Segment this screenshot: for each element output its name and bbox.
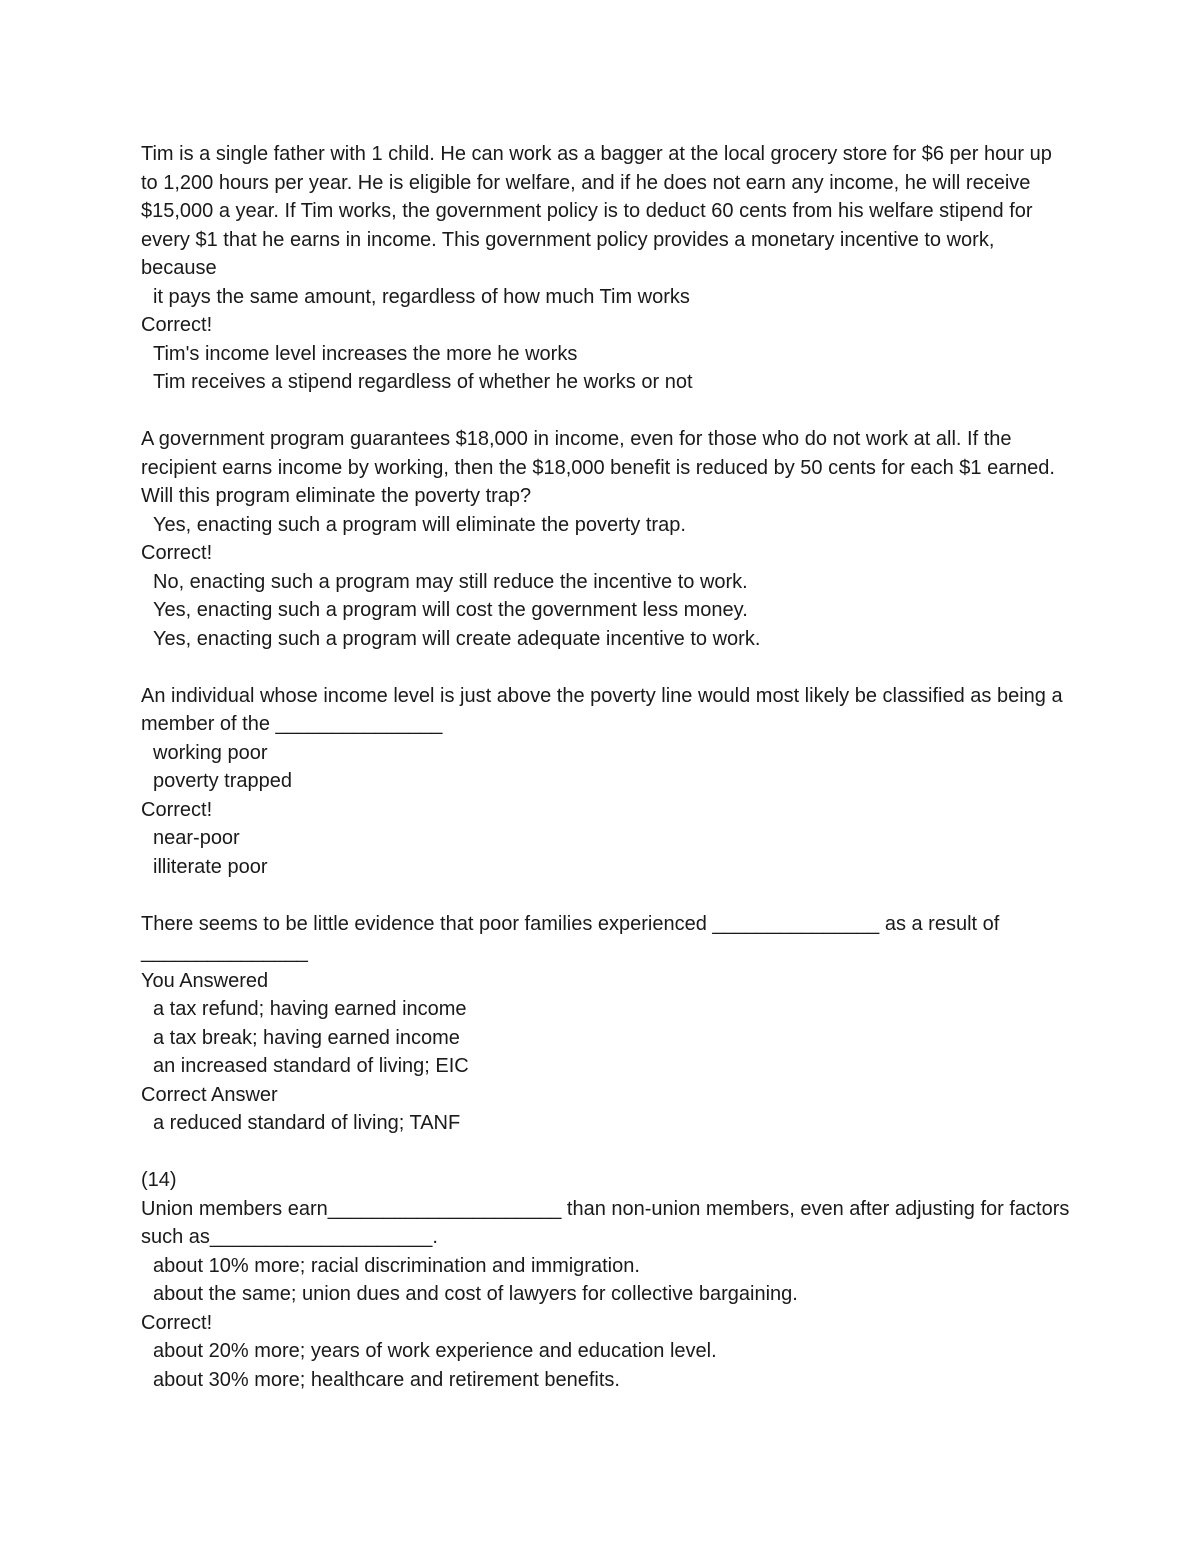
answer-option: No, enacting such a program may still reduce the incentive to work. xyxy=(153,570,748,593)
question-block xyxy=(141,1166,1071,1394)
answer-option: working poor xyxy=(153,741,268,764)
question-block xyxy=(141,910,1071,1138)
correct-label: Correct! xyxy=(141,542,213,564)
question-block xyxy=(141,682,1071,882)
answer-option: about 30% more; healthcare and retirement benefits. xyxy=(153,1368,620,1391)
answer-option: a tax refund; having earned income xyxy=(153,998,467,1020)
answer-option: Tim's income level increases the more he works xyxy=(153,342,578,365)
question-stem: A government program guarantees $18,000 in income, even for those who do not work at all. If the recipient earns income by working, then the $18,000 benefit is reduced by 50 cents for each $1 earned. Will this program eliminate the poverty trap? xyxy=(141,428,1055,507)
correct-label: Correct! xyxy=(141,314,213,336)
question-number: (14) xyxy=(141,1169,177,1191)
question-stem: Tim is a single father with 1 child. He can work as a bagger at the local grocery store for $6 per hour up to 1,200 hours per year. He is eligible for welfare, and if he does not earn any income, he will receive $15,000 a year. If Tim works, the government policy is to deduct 60 cents from his welfare stipend for every $1 that he earns in income. This government policy provides a monetary incentive to work, because xyxy=(141,143,1052,279)
answer-option: illiterate poor xyxy=(153,855,268,878)
answer-option: Yes, enacting such a program will create adequate incentive to work. xyxy=(153,627,761,650)
answer-option: it pays the same amount, regardless of how much Tim works xyxy=(153,285,690,308)
correct-label: Correct! xyxy=(141,1311,213,1334)
answer-option: poverty trapped xyxy=(153,770,292,792)
correct-label: Correct! xyxy=(141,798,213,821)
question-block xyxy=(141,140,1071,397)
answer-option: Yes, enacting such a program will eliminate the poverty trap. xyxy=(153,513,686,536)
answer-option: a reduced standard of living; TANF xyxy=(153,1112,461,1134)
answer-option: Tim receives a stipend regardless of whether he works or not xyxy=(153,371,693,393)
answer-option: about 10% more; racial discrimination and immigration. xyxy=(153,1254,640,1277)
correct-answer-label: Correct Answer xyxy=(141,1083,278,1106)
document-page xyxy=(141,140,1071,1423)
answer-option: near-poor xyxy=(153,827,240,849)
question-stem: An individual whose income level is just above the poverty line would most likely be classified as being a member of the _______________ xyxy=(141,684,1063,735)
question-stem: There seems to be little evidence that poor families experienced _______________ as a result of _______________ xyxy=(141,912,1000,963)
answer-option: Yes, enacting such a program will cost the government less money. xyxy=(153,599,748,621)
you-answered-label: You Answered xyxy=(141,969,269,992)
question-block xyxy=(141,425,1071,653)
answer-option: about the same; union dues and cost of lawyers for collective bargaining. xyxy=(153,1283,798,1305)
answer-option: a tax break; having earned income xyxy=(153,1026,460,1049)
answer-option: about 20% more; years of work experience and education level. xyxy=(153,1340,717,1362)
answer-option: an increased standard of living; EIC xyxy=(153,1055,469,1077)
question-stem: Union members earn_____________________ than non-union members, even after adjusting for factors such as____________________. xyxy=(141,1197,1070,1248)
